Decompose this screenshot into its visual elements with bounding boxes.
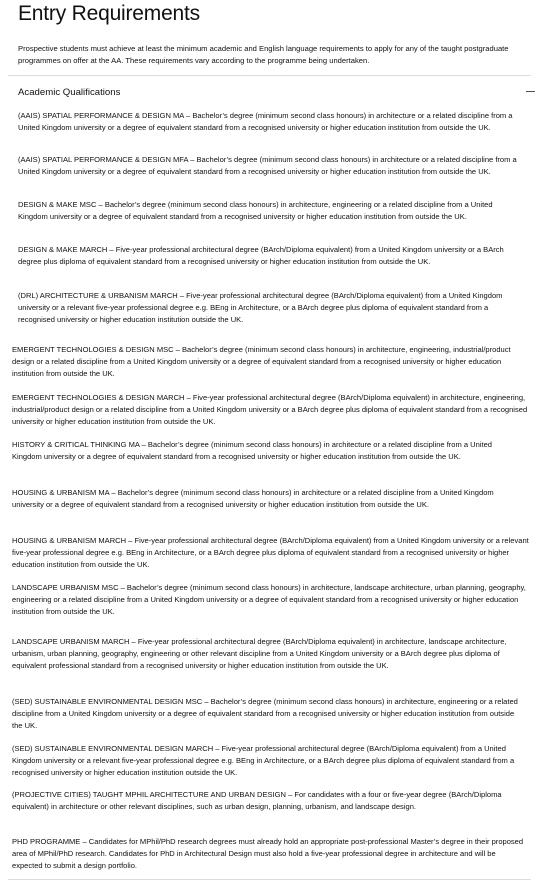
entry-title: DESIGN & MAKE MSC (18, 200, 97, 209)
entry-text: – Five-year professional architectural degree (BArch/Diploma equivalent) from a United Kingdom university or a relevant five-year professional degree e.g. BEng in Architecture, or a BArch degree plus diploma of equivalent standard from a recognised university or higher education institution outside the UK. (12, 744, 515, 777)
entry-aais-ma (18, 110, 522, 134)
entry-text: – Bachelor’s degree (minimum second class honours) in architecture, engineering or a related discipline from a United Kingdom university or a degree of equivalent standard from a recognised university or higher education institution from outside the UK. (18, 200, 493, 221)
entry-emtech-march (12, 392, 536, 428)
entry-phd (12, 836, 524, 872)
entry-title: (AAIS) SPATIAL PERFORMANCE & DESIGN MA (18, 111, 184, 120)
entry-drl-march (18, 290, 524, 326)
divider-top (8, 75, 531, 76)
entry-text: – Bachelor’s degree (minimum second class honours) in architecture or a related discipline from a United Kingdom university or a degree of equivalent standard from a recognised university or higher education institution from outside the UK. (18, 155, 517, 176)
entry-text: – Bachelor’s degree (minimum second class honours) in architecture, engineering, industrial/product design or a related discipline from a United Kingdom university or a degree of equivalent standard from a recognised university or higher education institution from outside the UK. (12, 345, 511, 378)
entry-housing-march (12, 535, 532, 571)
entry-title: EMERGENT TECHNOLOGIES & DESIGN MARCH (12, 393, 185, 402)
entry-text: – Five-year professional architectural degree (BArch/Diploma equivalent) from a United Kingdom university or a relevant five-year professional degree e.g. BEng in Architecture, or a BArch degree plus diploma of equivalent standard from a recognised university or higher education institution from outside the UK. (12, 536, 529, 569)
entry-title: (SED) SUSTAINABLE ENVIRONMENTAL DESIGN MSC (12, 697, 203, 706)
entry-text: – Five-year professional architectural degree (BArch/Diploma equivalent) from a United Kingdom university or a BArch degree plus diploma of equivalent standard from a recognised university or higher education institution from outside the UK. (18, 245, 504, 266)
accordion-title: Academic Qualifications (18, 87, 121, 98)
entry-title: (AAIS) SPATIAL PERFORMANCE & DESIGN MFA (18, 155, 189, 164)
entry-design-make-msc (18, 199, 514, 223)
entry-design-make-march (18, 244, 524, 268)
entry-text: – Bachelor’s degree (minimum second class honours) in architecture or a related discipline from a United Kingdom university or a degree of equivalent standard from a recognised university or higher education institution from outside the UK. (18, 111, 513, 132)
entry-emtech-msc (12, 344, 530, 380)
entry-history-ma (12, 439, 522, 463)
entry-title: LANDSCAPE URBANISM MSC (12, 583, 119, 592)
entry-text: – Bachelor’s degree (minimum second class honours) in architecture, engineering or a related discipline from a United Kingdom university or a degree of equivalent standard from a recognised university or higher education institution from outside the UK. (12, 697, 518, 730)
entry-text: – Five-year professional architectural degree (BArch/Diploma equivalent) from a United Kingdom university or a relevant five-year professional degree e.g. BEng in Architecture, or a BArch degree plus diploma of equivalent standard from a recognised university or higher education institution outside the UK. (18, 291, 503, 324)
entry-landscape-march (12, 636, 530, 672)
entry-title: LANDSCAPE URBANISM MARCH (12, 637, 130, 646)
entry-title: (PROJECTIVE CITIES) TAUGHT MPHIL ARCHITECTURE AND URBAN DESIGN (12, 790, 286, 799)
entry-text: – Five-year professional architectural degree (BArch/Diploma equivalent) in architecture, landscape architecture, urbanism, urban planning, geography, engineering or other relevant discipline from a United Kingdom university or a BArch degree plus diploma of equivalent professional standard from a recognised university or higher education institution from outside the UK. (12, 637, 507, 670)
entry-title: HOUSING & URBANISM MARCH (12, 536, 127, 545)
divider-bottom (8, 879, 531, 880)
minus-icon[interactable] (526, 91, 535, 92)
entry-housing-ma (12, 487, 524, 511)
accordion-header-academic-qualifications[interactable] (18, 87, 539, 101)
intro-paragraph: Prospective students must achieve at least the minimum academic and English language requirements to apply for any of the taught postgraduate programmes on offer at the AA. These requirements vary according to the programme being undertaken. (18, 44, 509, 65)
entry-landscape-msc (12, 582, 534, 618)
entry-aais-mfa (18, 154, 522, 178)
entry-projective-cities (12, 789, 512, 813)
page-title: Entry Requirements (18, 2, 200, 25)
entry-title: PHD PROGRAMME (12, 837, 81, 846)
entry-text: – Bachelor’s degree (minimum second class honours) in architecture, landscape architecture, urban planning, geography, engineering or a related discipline from a United Kingdom university or a degree of equivalent standard from a recognised university or higher education institution from outside the UK. (12, 583, 526, 616)
entry-text: – For candidates with a four or five-year degree (BArch/Diploma equivalent) in architecture or other relevant disciplines, such as urban design, planning, urbanism, and landscape design. (12, 790, 502, 811)
entry-title: (SED) SUSTAINABLE ENVIRONMENTAL DESIGN MARCH (12, 744, 214, 753)
entry-sed-march (12, 743, 530, 779)
entry-text: – Bachelor’s degree (minimum second class honours) in architecture or a related discipline from a United Kingdom university or a degree of equivalent standard from a recognised university or higher education institution from outside the UK. (12, 488, 494, 509)
entry-text: – Five-year professional architectural degree (BArch/Diploma equivalent) in architecture, engineering, industrial/product design or a related discipline from a United Kingdom university or a BArch degree plus diploma of equivalent standard from a recognised university or higher education institution from outside the UK. (12, 393, 528, 426)
entry-text: – Candidates for MPhil/PhD research degrees must already hold an appropriate post-professional Master’s degree in their proposed area of MPhil/PhD research. Candidates for PhD in Architectural Design must also hold a five-year professional degree in architecture and will be expected to submit a design portfolio. (12, 837, 524, 870)
entry-title: DESIGN & MAKE MARCH (18, 245, 108, 254)
entry-text: – Bachelor’s degree (minimum second class honours) in architecture or a related discipline from a United Kingdom university or a degree of equivalent standard from a recognised university or higher education institution from outside the UK. (12, 440, 492, 461)
entry-title: HISTORY & CRITICAL THINKING MA (12, 440, 140, 449)
entry-title: EMERGENT TECHNOLOGIES & DESIGN MSC (12, 345, 174, 354)
entry-title: HOUSING & URBANISM MA (12, 488, 110, 497)
entry-title: (DRL) ARCHITECTURE & URBANISM MARCH (18, 291, 178, 300)
entry-sed-msc (12, 696, 524, 732)
